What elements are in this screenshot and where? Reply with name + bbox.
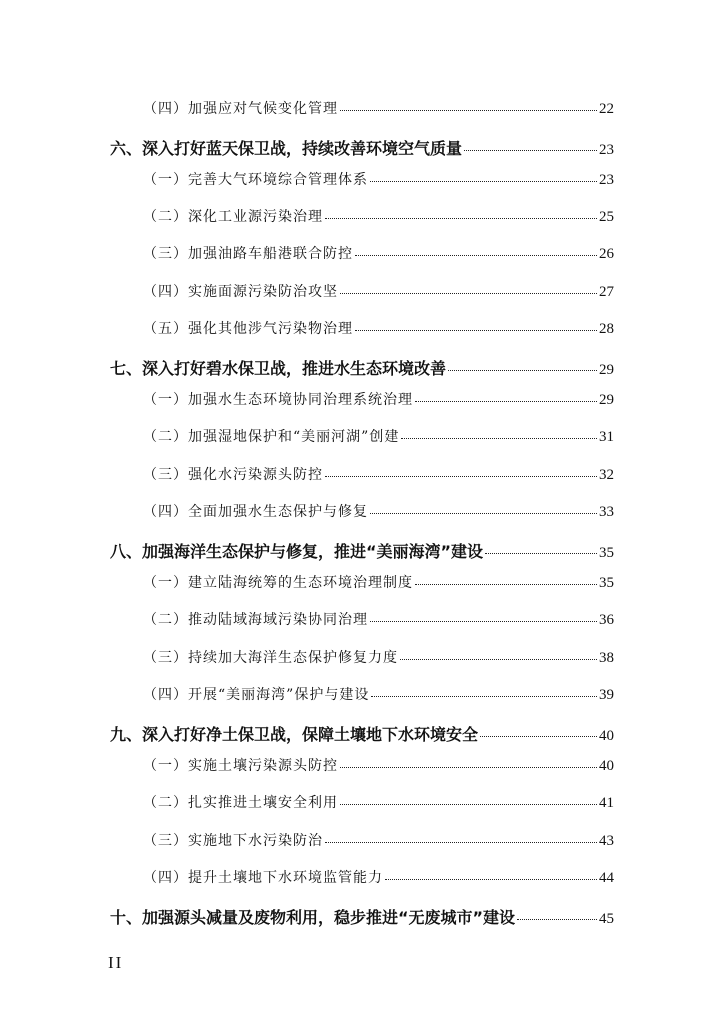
dot-leader	[401, 437, 597, 439]
toc-entry-page: 26	[599, 246, 614, 262]
toc-chapter-title: 七、深入打好碧水保卫战，推进水生态环境改善	[110, 359, 447, 378]
toc-entry[interactable]	[0, 684, 724, 704]
toc-entry-page: 31	[599, 429, 614, 445]
toc-entry-title: （二）扎实推进土壤安全利用	[143, 795, 338, 811]
toc-entry-title: （四）加强应对气候变化管理	[143, 101, 338, 117]
dot-leader	[480, 735, 597, 737]
toc-chapter-title: 十、加强源头减量及废物利用，稳步推进“无废城市”建设	[110, 908, 516, 927]
toc-entry-page: 41	[599, 795, 614, 811]
toc-entry-page: 39	[599, 687, 614, 703]
toc-entry-title: （一）完善大气环境综合管理体系	[143, 172, 368, 188]
toc-entry-title: （一）建立陆海统筹的生态环境治理制度	[143, 575, 413, 591]
toc-entry-title: （四）全面加强水生态保护与修复	[143, 504, 368, 520]
dot-leader	[400, 658, 597, 660]
toc-entry-title: （四）开展“美丽海湾”保护与建设	[143, 687, 370, 703]
page-number: II	[108, 953, 124, 972]
toc-entry[interactable]	[0, 572, 724, 592]
toc-chapter[interactable]	[0, 905, 724, 928]
toc-entry-title: （五）强化其他涉气污染物治理	[143, 321, 353, 337]
dot-leader	[340, 292, 597, 294]
toc-chapter-page: 40	[599, 728, 614, 744]
toc-entry-page: 23	[599, 172, 614, 188]
toc-entry-page: 29	[599, 392, 614, 408]
toc-entry-page: 28	[599, 321, 614, 337]
dot-leader	[385, 878, 597, 880]
dot-leader	[340, 803, 597, 805]
toc-entry-title: （三）强化水污染源头防控	[143, 467, 323, 483]
toc-entry-page: 27	[599, 284, 614, 300]
toc-entry-page: 35	[599, 575, 614, 591]
dot-leader	[415, 400, 597, 402]
toc-entry-title: （二）推动陆域海域污染协同治理	[143, 612, 368, 628]
dot-leader	[464, 149, 597, 151]
dot-leader	[485, 552, 597, 554]
toc-chapter[interactable]	[0, 356, 724, 379]
toc-entry-page: 32	[599, 467, 614, 483]
toc-chapter-page: 45	[599, 911, 614, 927]
toc-entry[interactable]	[0, 426, 724, 446]
toc-entry[interactable]	[0, 867, 724, 887]
dot-leader	[370, 620, 597, 622]
dot-leader	[448, 369, 597, 371]
toc-entry[interactable]	[0, 281, 724, 301]
toc-chapter-page: 35	[599, 545, 614, 561]
toc-entry-title: （一）加强水生态环境协同治理系统治理	[143, 392, 413, 408]
toc-entry-title: （四）提升土壤地下水环境监管能力	[143, 870, 383, 886]
toc-entry[interactable]	[0, 755, 724, 775]
dot-leader	[325, 217, 597, 219]
toc-chapter-title: 六、深入打好蓝天保卫战，持续改善环境空气质量	[110, 139, 463, 158]
toc-entry[interactable]	[0, 98, 724, 118]
dot-leader	[371, 695, 597, 697]
toc-entry-title: （四）实施面源污染防治攻坚	[143, 284, 338, 300]
toc-entry-page: 25	[599, 209, 614, 225]
toc-entry[interactable]	[0, 464, 724, 484]
toc-entry-title: （二）深化工业源污染治理	[143, 209, 323, 225]
toc-entry[interactable]	[0, 609, 724, 629]
dot-leader	[370, 180, 597, 182]
dot-leader	[325, 475, 597, 477]
toc-chapter-page: 23	[599, 142, 614, 158]
toc-entry[interactable]	[0, 206, 724, 226]
toc-entry[interactable]	[0, 318, 724, 338]
toc-entry-page: 43	[599, 833, 614, 849]
dot-leader	[355, 254, 597, 256]
toc-entry-page: 44	[599, 870, 614, 886]
toc-entry-page: 36	[599, 612, 614, 628]
toc-entry[interactable]	[0, 647, 724, 667]
toc-chapter[interactable]	[0, 722, 724, 745]
toc-entry[interactable]	[0, 243, 724, 263]
toc-entry-page: 22	[599, 101, 614, 117]
toc-chapter[interactable]	[0, 136, 724, 159]
toc-entry-title: （三）实施地下水污染防治	[143, 833, 323, 849]
toc-entry[interactable]	[0, 792, 724, 812]
dot-leader	[517, 918, 597, 920]
toc-chapter[interactable]	[0, 539, 724, 562]
toc-entry-title: （三）加强油路车船港联合防控	[143, 246, 353, 262]
dot-leader	[370, 512, 597, 514]
toc-chapter-title: 八、加强海洋生态保护与修复，推进“美丽海湾”建设	[110, 542, 484, 561]
toc-entry-title: （三）持续加大海洋生态保护修复力度	[143, 650, 398, 666]
toc-chapter-title: 九、深入打好净土保卫战，保障土壤地下水环境安全	[110, 725, 479, 744]
toc-entry-page: 40	[599, 758, 614, 774]
dot-leader	[325, 841, 597, 843]
toc-entry-page: 33	[599, 504, 614, 520]
dot-leader	[415, 583, 597, 585]
toc-entry[interactable]	[0, 389, 724, 409]
toc-entry[interactable]	[0, 501, 724, 521]
toc-chapter-page: 29	[599, 362, 614, 378]
toc-entry-title: （二）加强湿地保护和“美丽河湖”创建	[143, 429, 400, 445]
dot-leader	[340, 766, 597, 768]
dot-leader	[355, 329, 597, 331]
toc-entry[interactable]	[0, 169, 724, 189]
toc-entry[interactable]	[0, 830, 724, 850]
dot-leader	[340, 109, 597, 111]
toc-entry-title: （一）实施土壤污染源头防控	[143, 758, 338, 774]
toc-entry-page: 38	[599, 650, 614, 666]
